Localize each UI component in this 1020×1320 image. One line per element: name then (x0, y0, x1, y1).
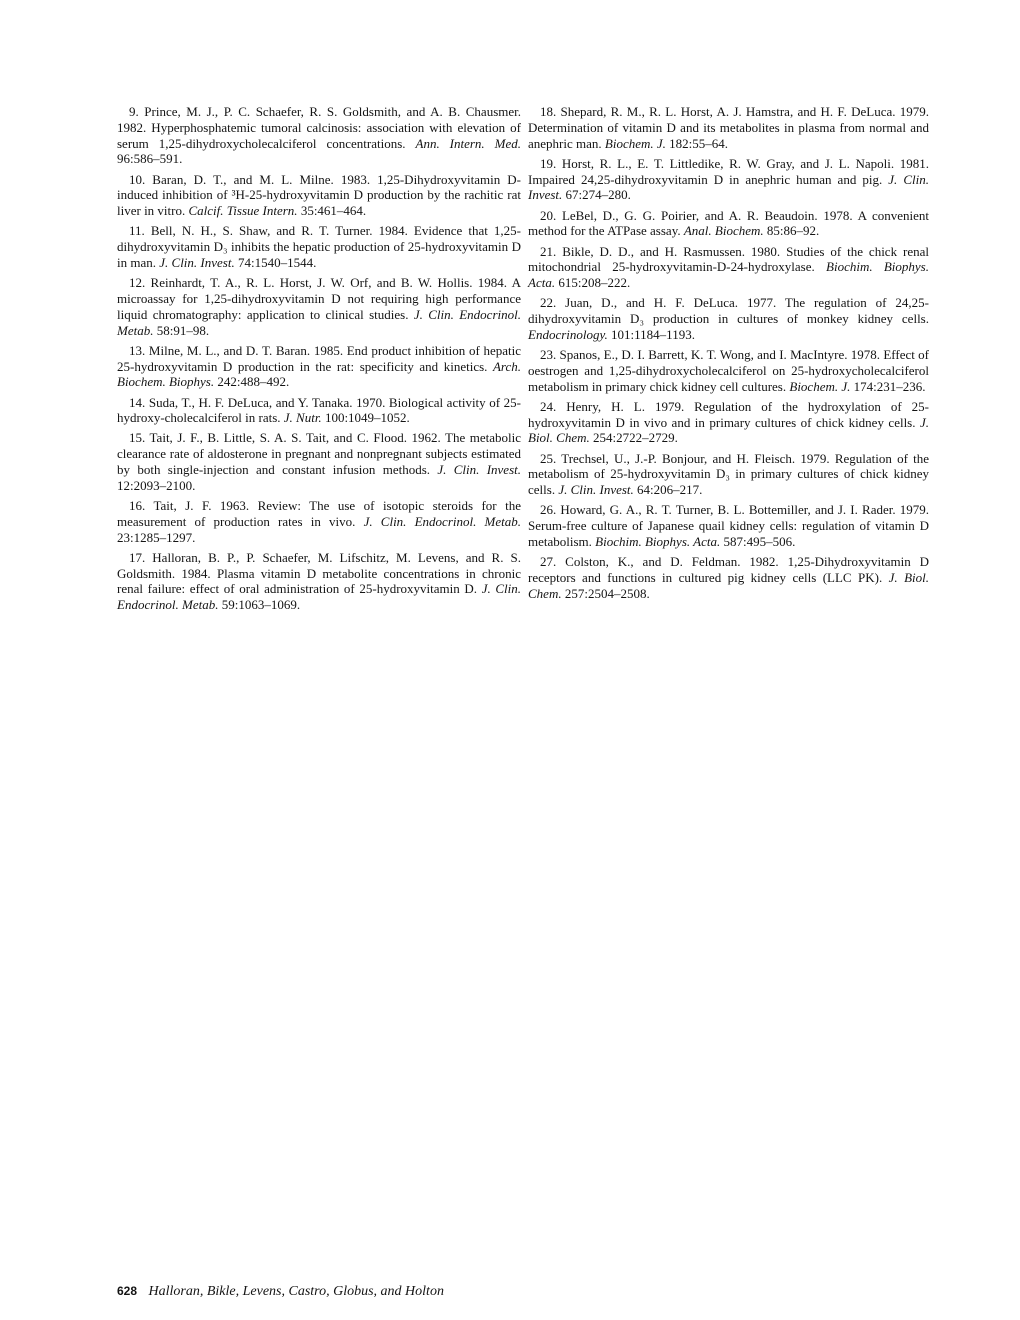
reference-item: 22. Juan, D., and H. F. DeLuca. 1977. The regulation of 24,25-dihydroxyvitamin D₃ production in cultures of monkey kidney cells. Endocrinology. 101:1184–1193. (528, 295, 929, 342)
page-number: 628 (117, 1284, 138, 1298)
reference-item: 25. Trechsel, U., J.-P. Bonjour, and H. Fleisch. 1979. Regulation of the metabolism of 25-hydroxyvitamin D₃ in primary cultures of chick kidney cells. J. Clin. Invest. 64:206–217. (528, 450, 929, 498)
reference-item: 21. Bikle, D. D., and H. Rasmussen. 1980. Studies of the chick renal mitochondrial 25-hydroxyvitamin-D-24-hydroxylase. Biochim. Biophys. Acta. 615:208–222. (528, 243, 929, 291)
reference-item: 23. Spanos, E., D. I. Barrett, K. T. Wong, and I. MacIntyre. 1978. Effect of oestrogen and 1,25-dihydroxycholecalciferol on 25-hydroxycholecalciferol metabolism in primary chick kidney cell cultures. Biochem. J. 174:231–236. (528, 347, 929, 394)
reference-item: 26. Howard, G. A., R. T. Turner, B. L. Bottemiller, and J. I. Rader. 1979. Serum-free culture of Japanese quail kidney cells: regulation of vitamin D metabolism. Biochim. Biophys. Acta. 587:495–506. (528, 502, 929, 550)
reference-item: 19. Horst, R. L., E. T. Littledike, R. W. Gray, and J. L. Napoli. 1981. Impaired 24,25-dihydroxyvitamin D in anephric human and pig. J. Clin. Invest. 67:274–280. (528, 155, 929, 203)
reference-item: 27. Colston, K., and D. Feldman. 1982. 1,25-Dihydroxyvitamin D receptors and functions in cultured pig kidney cells (LLC PK). J. Biol. Chem. 257:2504–2508. (528, 554, 929, 601)
reference-item: 17. Halloran, B. P., P. Schaefer, M. Lifschitz, M. Levens, and R. S. Goldsmith. 1984. Plasma vitamin D metabolite concentrations in chronic renal failure: effect of oral administration of 25-hydroxyvitamin D. J. Clin. Endocrinol. Metab. 59:1063–1069. (117, 549, 522, 613)
reference-item: 24. Henry, H. L. 1979. Regulation of the hydroxylation of 25-hydroxyvitamin D in vivo and in primary cultures of chick kidney cells. J. Biol. Chem. 254:2722–2729. (528, 398, 929, 446)
reference-item: 9. Prince, M. J., P. C. Schaefer, R. S. Goldsmith, and A. B. Chausmer. 1982. Hyperphosphatemic tumoral calcinosis: association with elevation of serum 1,25-dihydroxycholecalciferol concentrations. Ann. Intern. Med. 96:586–591. (117, 104, 522, 167)
reference-item: 12. Reinhardt, T. A., R. L. Horst, J. W. Orf, and B. W. Hollis. 1984. A microassay for 1,25-dihydroxyvitamin D not requiring high performance liquid chromatography: application to clinical studies. J. Clin. Endocrinol. Metab. 58:91–98. (117, 275, 521, 338)
reference-item: 15. Tait, J. F., B. Little, S. A. S. Tait, and C. Flood. 1962. The metabolic clearance rate of aldosterone in pregnant and nonpregnant subjects estimated by both single-injection and constant infusion methods. J. Clin. Invest. 12:2093–2100. (117, 430, 521, 493)
reference-item: 13. Milne, M. L., and D. T. Baran. 1985. End product inhibition of hepatic 25-hydroxyvitamin D production in the rat: specificity and kinetics. Arch. Biochem. Biophys. 242:488–492. (117, 342, 521, 390)
references-right-column (528, 104, 929, 606)
reference-item: 20. LeBel, D., G. G. Poirier, and A. R. Beaudoin. 1978. A convenient method for the ATPase assay. Anal. Biochem. 85:86–92. (528, 207, 929, 239)
reference-item: 10. Baran, D. T., and M. L. Milne. 1983. 1,25-Dihydroxyvitamin D-induced inhibition of ³H-25-hydroxyvitamin D production by the rachitic rat liver in vitro. Calcif. Tissue Intern. 35:461–464. (117, 171, 521, 219)
reference-item: 11. Bell, N. H., S. Shaw, and R. T. Turner. 1984. Evidence that 1,25-dihydroxyvitamin D₃ inhibits the hepatic production of 25-hydroxyvitamin D in man. J. Clin. Invest. 74:1540–1544. (117, 223, 521, 270)
page-footer (117, 1284, 444, 1300)
references-left-column (117, 104, 521, 617)
reference-item: 18. Shepard, R. M., R. L. Horst, A. J. Hamstra, and H. F. DeLuca. 1979. Determination of vitamin D and its metabolites in plasma from normal and anephric man. Biochem. J. 182:55–64. (528, 104, 929, 151)
running-authors: Halloran, Bikle, Levens, Castro, Globus, and Holton (148, 1284, 444, 1299)
reference-item: 14. Suda, T., H. F. DeLuca, and Y. Tanaka. 1970. Biological activity of 25-hydroxy-cholecalciferol in rats. J. Nutr. 100:1049–1052. (117, 394, 521, 426)
reference-item: 16. Tait, J. F. 1963. Review: The use of isotopic steroids for the measurement of production rates in vivo. J. Clin. Endocrinol. Metab. 23:1285–1297. (117, 498, 521, 545)
